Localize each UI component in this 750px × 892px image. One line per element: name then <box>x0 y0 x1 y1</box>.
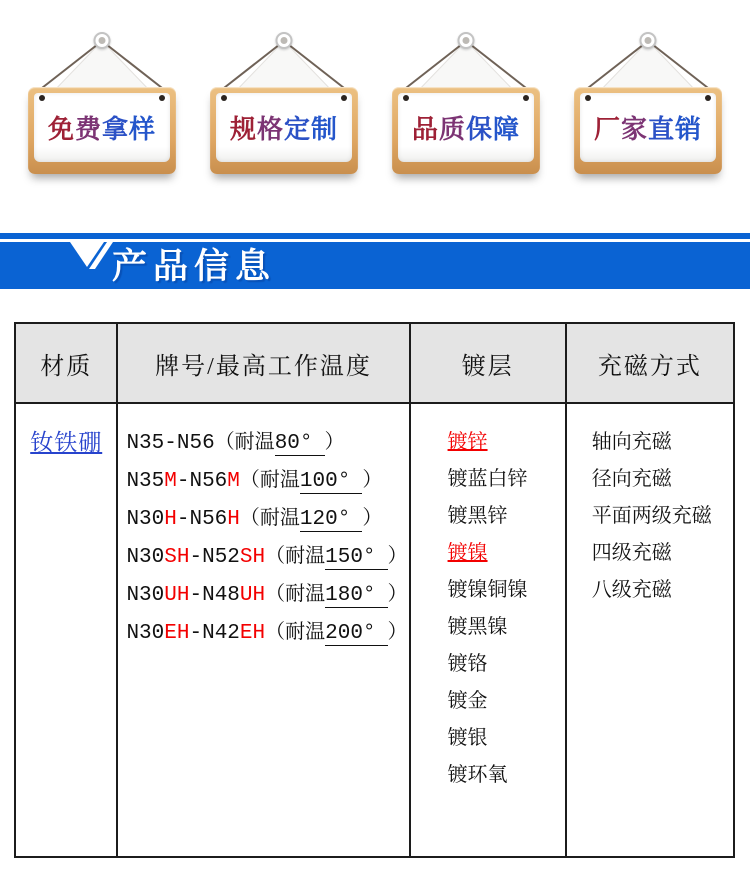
sign-label-char: 质 <box>438 114 466 144</box>
coating-item[interactable]: 镀镍 <box>447 542 488 564</box>
product-info-banner <box>0 242 750 289</box>
grade-code: -N52 <box>189 546 240 569</box>
sign-label-char: 免 <box>47 114 75 144</box>
grade-code: -N56 <box>176 470 228 493</box>
header-coating: 镀层 <box>410 323 566 403</box>
magnetization-item: 径向充磁 <box>591 468 672 490</box>
coating-item: 镀黑锌 <box>447 505 508 527</box>
sign-label-char: 样 <box>129 114 157 144</box>
grade-code: N30 <box>126 622 165 645</box>
grade-code: N35 <box>126 470 165 493</box>
grade-code: -N56 <box>176 508 228 531</box>
temp-value: 100° <box>300 470 362 494</box>
sign-factory-direct <box>566 25 730 187</box>
sign-label <box>594 109 702 146</box>
hanger-ring-icon <box>640 32 657 49</box>
grade-line <box>126 576 407 614</box>
header-material: 材质 <box>15 323 117 403</box>
pin-icon <box>403 95 409 101</box>
grade-line <box>126 500 407 538</box>
pin-icon <box>221 95 227 101</box>
temp-value: 150° <box>325 546 387 570</box>
sign-label-char: 制 <box>311 114 339 144</box>
temp-prefix: （耐温 <box>265 621 326 643</box>
sign-label-char: 定 <box>284 114 312 144</box>
sign-label-char: 费 <box>74 114 102 144</box>
magnetization-list <box>592 424 732 609</box>
grade-code-red: M <box>227 470 240 493</box>
sign-board <box>392 87 540 174</box>
sign-label-char: 品 <box>411 114 439 144</box>
grade-code: N35 <box>126 432 165 455</box>
sign-paper <box>398 93 534 162</box>
grade-code-red: UH <box>164 584 190 607</box>
temp-suffix: ） <box>387 583 408 605</box>
grade-code: N30 <box>126 584 165 607</box>
pin-icon <box>39 95 45 101</box>
pin-icon <box>705 95 711 101</box>
pin-icon <box>585 95 591 101</box>
table-header-row <box>15 323 734 403</box>
sign-board <box>210 87 358 174</box>
hanger-ring-icon <box>458 32 475 49</box>
temp-suffix: ） <box>362 469 383 491</box>
magnetization-cell <box>566 403 734 857</box>
sign-label-char: 家 <box>620 114 648 144</box>
material-cell <box>15 403 117 857</box>
grade-line <box>126 462 407 500</box>
magnetization-item: 平面两级充磁 <box>591 505 712 527</box>
material-link[interactable]: 钕铁硼 <box>30 430 103 455</box>
grade-line <box>126 538 407 576</box>
sign-paper <box>216 93 352 162</box>
sign-paper <box>580 93 716 162</box>
grade-code-red: EH <box>164 622 190 645</box>
grade-code-red: M <box>164 470 177 493</box>
header-grade-temp: 牌号/最高工作温度 <box>117 323 409 403</box>
coating-item: 镀金 <box>447 690 488 712</box>
pin-icon <box>523 95 529 101</box>
feature-signs-row <box>0 25 750 187</box>
table-body-row <box>15 403 734 857</box>
sign-label-char: 直 <box>648 114 676 144</box>
temp-prefix: （耐温 <box>265 583 326 605</box>
temp-prefix: （耐温 <box>214 431 275 453</box>
coatings-cell <box>410 403 566 857</box>
sign-paper <box>34 93 170 162</box>
grade-code: -N48 <box>189 584 240 607</box>
grade-code-red: SH <box>239 546 266 569</box>
temp-value: 180° <box>325 584 387 608</box>
sign-quality-guarantee <box>384 25 548 187</box>
sign-free-sample <box>20 25 184 187</box>
magnetization-item: 轴向充磁 <box>591 431 672 453</box>
magnetization-item: 四级充磁 <box>591 542 672 564</box>
temp-suffix: ） <box>324 431 345 453</box>
grade-code: -N42 <box>189 622 240 645</box>
coating-item: 镀镍铜镍 <box>447 579 528 601</box>
coating-item: 镀银 <box>447 727 488 749</box>
hanger-ring-icon <box>276 32 293 49</box>
sign-label-char: 格 <box>256 114 284 144</box>
grade-code-red: SH <box>164 546 190 569</box>
temp-prefix: （耐温 <box>265 545 326 567</box>
grade-code-red: H <box>164 508 177 531</box>
coating-list <box>448 424 564 794</box>
coating-item: 镀黑镍 <box>447 616 508 638</box>
grade-code: N30 <box>126 508 165 531</box>
sign-board <box>574 87 722 174</box>
pin-icon <box>341 95 347 101</box>
coating-item: 镀蓝白锌 <box>447 468 528 490</box>
temp-suffix: ） <box>362 507 383 529</box>
sign-label <box>230 109 338 146</box>
sign-label <box>412 109 520 146</box>
sign-label-char: 销 <box>675 114 703 144</box>
temp-prefix: （耐温 <box>239 507 300 529</box>
ribbon-triangle-icon <box>70 242 114 269</box>
banner-title: 产品信息 <box>112 247 277 286</box>
grade-line <box>126 614 407 652</box>
sign-label-char: 规 <box>229 114 257 144</box>
grade-code: N30 <box>126 546 165 569</box>
sign-label-char: 障 <box>493 114 521 144</box>
temp-value: 120° <box>300 508 362 532</box>
temp-suffix: ） <box>387 621 408 643</box>
temp-value: 80° <box>275 432 325 456</box>
sign-label-char: 厂 <box>593 114 621 144</box>
temp-value: 200° <box>325 622 387 646</box>
grade-list <box>126 424 407 652</box>
coating-item[interactable]: 镀锌 <box>447 431 488 453</box>
grade-code-red: UH <box>239 584 266 607</box>
grades-cell <box>117 403 409 857</box>
sign-spec-custom <box>202 25 366 187</box>
sign-label-char: 拿 <box>102 114 130 144</box>
grade-code: -N56 <box>164 432 215 455</box>
coating-item: 镀铬 <box>447 653 488 675</box>
grade-code-red: EH <box>239 622 266 645</box>
magnetization-item: 八级充磁 <box>591 579 672 601</box>
header-magnetization: 充磁方式 <box>566 323 734 403</box>
temp-suffix: ） <box>387 545 408 567</box>
banner-top-strip <box>0 233 750 239</box>
grade-line <box>126 424 407 462</box>
pin-icon <box>159 95 165 101</box>
grade-code-red: H <box>227 508 240 531</box>
sign-label-char: 保 <box>466 114 494 144</box>
sign-board <box>28 87 176 174</box>
coating-item: 镀环氧 <box>447 764 508 786</box>
sign-label <box>48 109 156 146</box>
temp-prefix: （耐温 <box>239 469 300 491</box>
product-info-table <box>14 322 735 858</box>
hanger-ring-icon <box>94 32 111 49</box>
